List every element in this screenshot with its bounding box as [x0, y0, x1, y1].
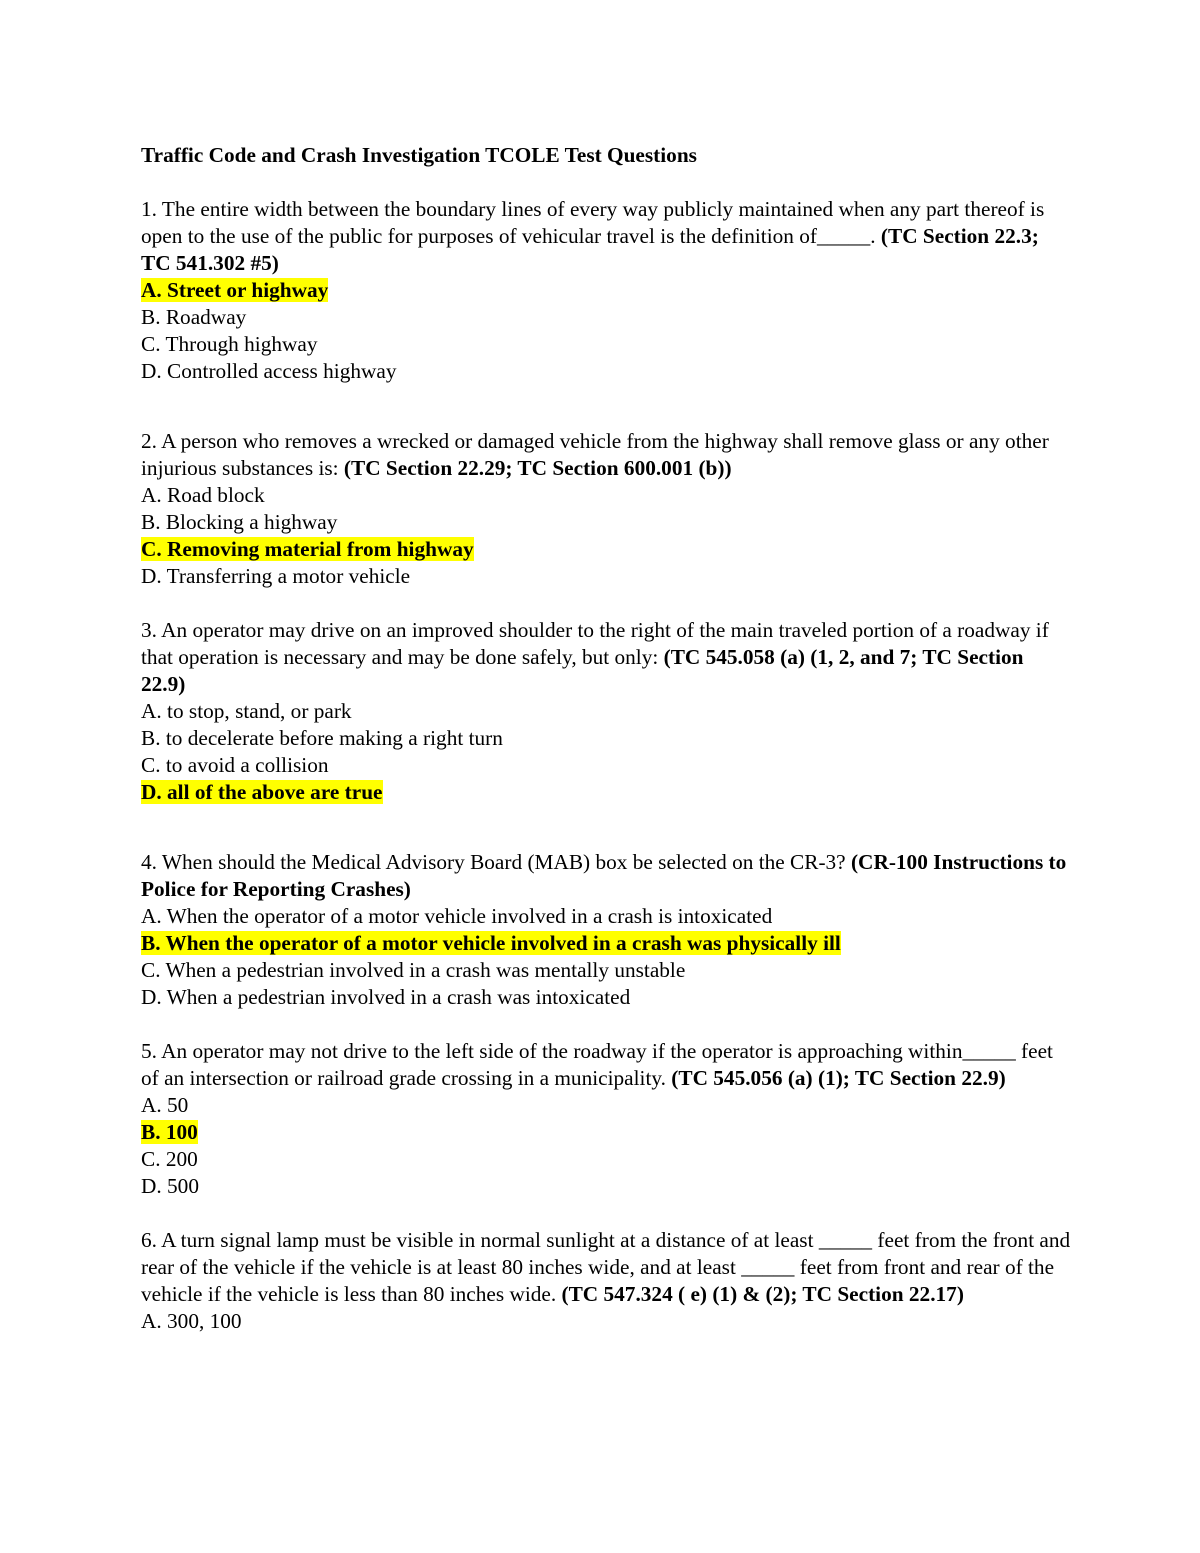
answer-option-d — [141, 563, 1071, 590]
question-text — [141, 196, 1071, 277]
answer-text: B. Blocking a highway — [141, 510, 338, 534]
answer-option-a — [141, 1308, 1071, 1335]
question-reference: (CR-100 Instructions to Police for Reporting Crashes) — [141, 850, 1067, 901]
question-text — [141, 428, 1071, 482]
answer-option-d — [141, 779, 1071, 806]
answer-text: C. to avoid a collision — [141, 753, 329, 777]
question-text — [141, 849, 1071, 903]
question-prompt: 5. An operator may not drive to the left side of the roadway if the operator is approaching within_____ feet of an intersection or railroad grade crossing in a municipality. — [141, 1039, 1053, 1090]
question-3 — [141, 617, 1071, 806]
answer-option-c — [141, 331, 1071, 358]
question-2 — [141, 428, 1071, 590]
answer-highlight: B. When the operator of a motor vehicle involved in a crash was physically ill — [141, 931, 841, 955]
answer-highlight: D. all of the above are true — [141, 780, 383, 804]
answer-option-d — [141, 1173, 1071, 1200]
question-text — [141, 1038, 1071, 1092]
answer-option-d — [141, 358, 1071, 385]
answer-text: C. When a pedestrian involved in a crash was mentally unstable — [141, 958, 686, 982]
question-4 — [141, 849, 1071, 1011]
answer-option-b — [141, 725, 1071, 752]
answer-highlight: A. Street or highway — [141, 278, 329, 302]
answer-option-c — [141, 752, 1071, 779]
answer-option-a — [141, 1092, 1071, 1119]
question-prompt: 2. A person who removes a wrecked or damaged vehicle from the highway shall remove glass or any other injurious substances is: — [141, 429, 1049, 480]
answer-option-a — [141, 698, 1071, 725]
answer-text: A. When the operator of a motor vehicle involved in a crash is intoxicated — [141, 904, 773, 928]
question-prompt: 4. When should the Medical Advisory Board (MAB) box be selected on the CR-3? — [141, 850, 851, 874]
document-title: Traffic Code and Crash Investigation TCOLE Test Questions — [141, 143, 697, 167]
question-reference: (TC 547.324 ( e) (1) & (2); TC Section 22.17) — [561, 1282, 964, 1306]
question-text — [141, 617, 1071, 698]
question-text — [141, 1227, 1071, 1308]
answer-option-c — [141, 1146, 1071, 1173]
answer-text: A. Road block — [141, 483, 265, 507]
question-prompt: 6. A turn signal lamp must be visible in normal sunlight at a distance of at least _____ feet from the front and rear of the vehicle if the vehicle is at least 80 inches wide, and at least _____ feet from front and rear of the vehicle if the vehicle is less than 80 inches wide. — [141, 1228, 1071, 1306]
answer-option-b — [141, 304, 1071, 331]
answer-text: A. 300, 100 — [141, 1309, 242, 1333]
answer-option-b — [141, 930, 1071, 957]
answer-option-d — [141, 984, 1071, 1011]
answer-option-b — [141, 1119, 1071, 1146]
answer-option-b — [141, 509, 1071, 536]
answer-text: C. 200 — [141, 1147, 198, 1171]
spacer — [141, 806, 1071, 849]
question-1 — [141, 196, 1071, 385]
answer-option-a — [141, 277, 1071, 304]
question-prompt: 3. An operator may drive on an improved shoulder to the right of the main traveled portion of a roadway if that operation is necessary and may be done safely, but only: — [141, 618, 1049, 669]
answer-text: D. 500 — [141, 1174, 199, 1198]
answer-option-a — [141, 482, 1071, 509]
answer-option-c — [141, 536, 1071, 563]
answer-text: C. Through highway — [141, 332, 318, 356]
spacer — [141, 1011, 1071, 1038]
question-5 — [141, 1038, 1071, 1200]
spacer — [141, 590, 1071, 617]
question-reference: (TC 545.056 (a) (1); TC Section 22.9) — [671, 1066, 1006, 1090]
spacer — [141, 1200, 1071, 1227]
answer-text: D. When a pedestrian involved in a crash was intoxicated — [141, 985, 631, 1009]
answer-highlight: B. 100 — [141, 1120, 198, 1144]
answer-text: D. Transferring a motor vehicle — [141, 564, 411, 588]
question-reference: (TC Section 22.29; TC Section 600.001 (b)) — [343, 456, 732, 480]
answer-text: A. 50 — [141, 1093, 189, 1117]
question-6 — [141, 1227, 1071, 1335]
question-prompt: 1. The entire width between the boundary lines of every way publicly maintained when any part thereof is open to the use of the public for purposes of vehicular travel is the definition of_____. — [141, 197, 1045, 248]
answer-text: A. to stop, stand, or park — [141, 699, 352, 723]
answer-highlight: C. Removing material from highway — [141, 537, 474, 561]
answer-text: D. Controlled access highway — [141, 359, 397, 383]
question-reference: (TC Section 22.3; TC 541.302 #5) — [141, 224, 1039, 275]
question-reference: (TC 545.058 (a) (1, 2, and 7; TC Section 22.9) — [141, 645, 1024, 696]
answer-text: B. Roadway — [141, 305, 247, 329]
document-page — [141, 142, 1071, 1335]
answer-text: B. to decelerate before making a right turn — [141, 726, 503, 750]
answer-option-a — [141, 903, 1071, 930]
answer-option-c — [141, 957, 1071, 984]
spacer — [141, 385, 1071, 428]
